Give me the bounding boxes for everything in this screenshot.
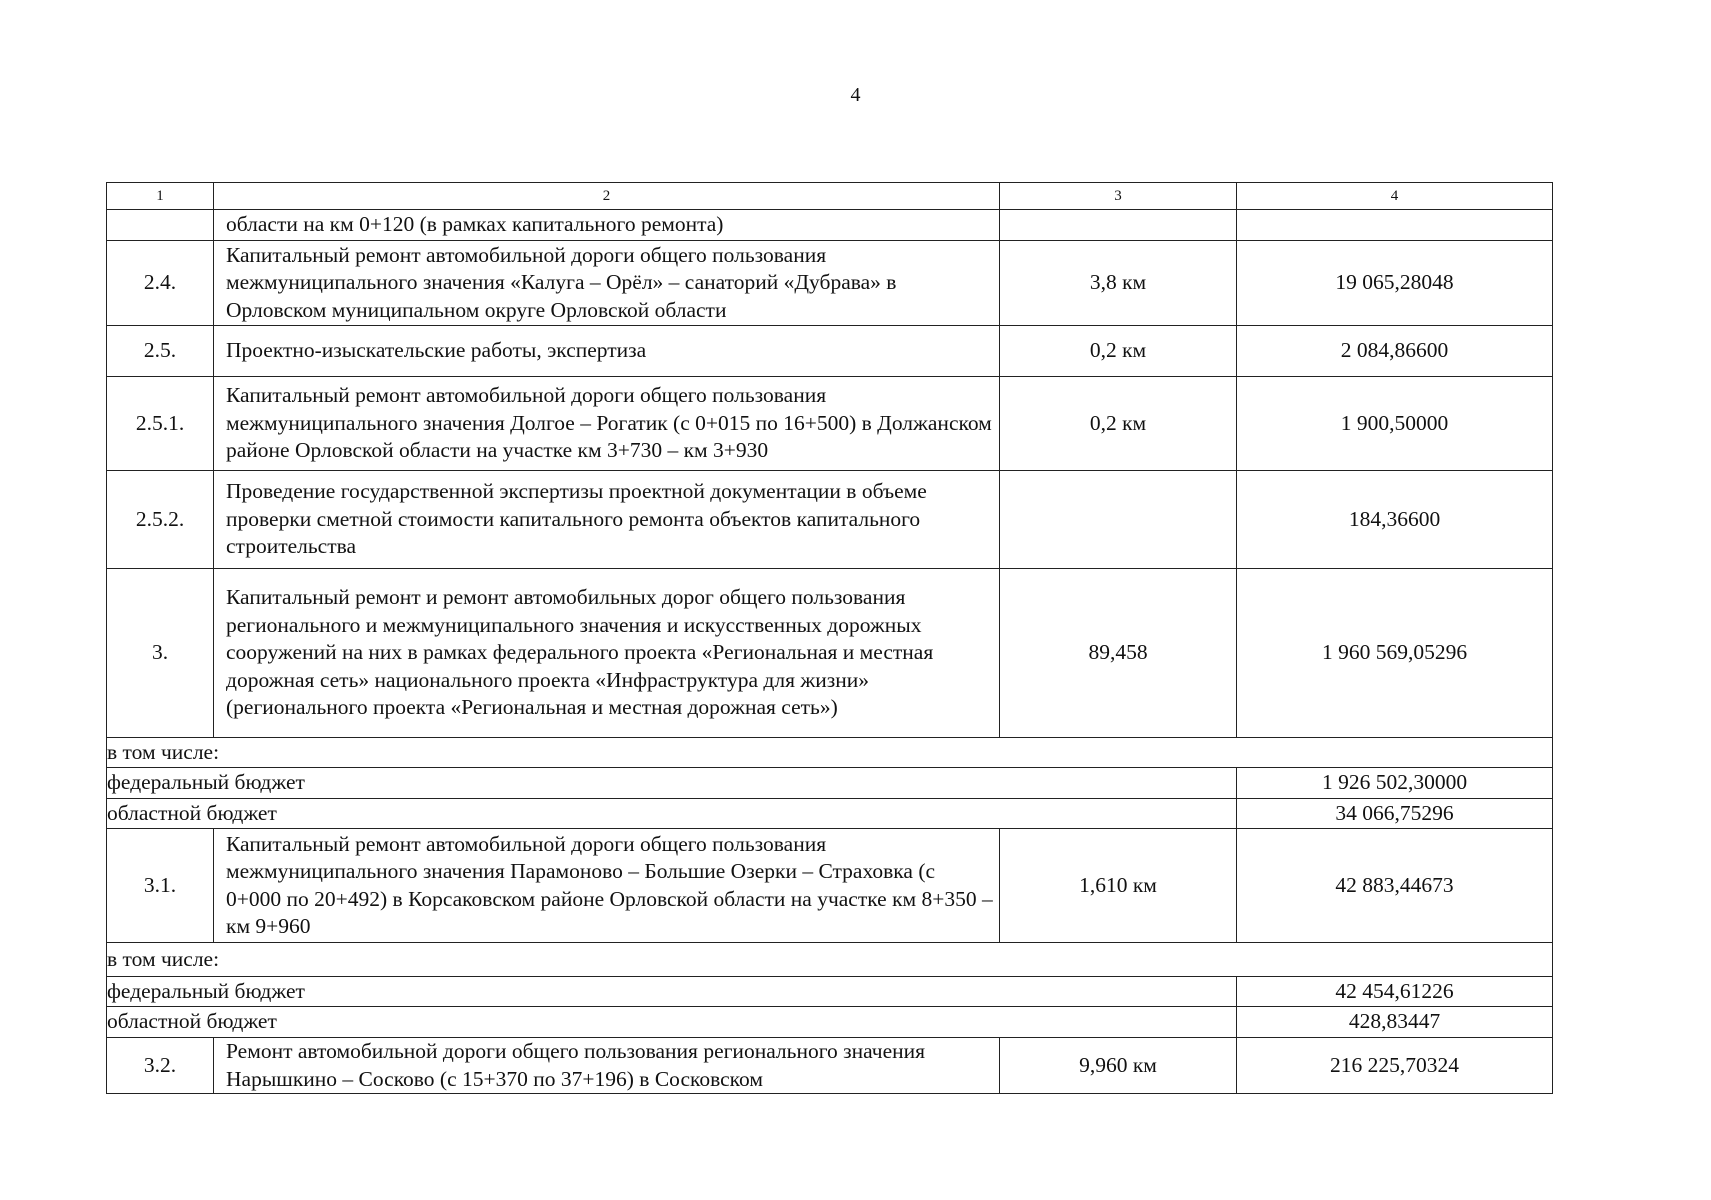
header-col-3: 3 [1000,183,1237,210]
row-amount: 19 065,28048 [1237,241,1553,326]
regional-budget-amount: 34 066,75296 [1237,799,1553,829]
regional-budget-label: областной бюджет [107,1007,1237,1038]
row-length [1000,210,1237,241]
row-amount [1237,210,1553,241]
row-number: 2.4. [107,241,214,326]
table-row [107,471,1553,569]
table-row [107,377,1553,471]
table-row [107,326,1553,377]
row-name: Капитальный ремонт автомобильной дороги общего пользования межмуниципального значения Парамоново – Большие Озерки – Страховка (с 0+000 по 20+492) в Корсаковском районе Орловской области на участке км 8+350 – км 9+960 [214,829,1000,943]
regional-budget-row [107,799,1553,829]
row-amount: 1 960 569,05296 [1237,569,1553,738]
table-row [107,210,1553,241]
regional-budget-row [107,1007,1553,1038]
row-length: 0,2 км [1000,377,1237,471]
row-amount: 184,36600 [1237,471,1553,569]
row-number: 3.2. [107,1038,214,1094]
row-number [107,210,214,241]
regional-budget-amount: 428,83447 [1237,1007,1553,1038]
row-name: Ремонт автомобильной дороги общего пользования регионального значения Нарышкино – Сосково (с 15+370 по 37+196) в Сосковском [214,1038,1000,1094]
row-length: 3,8 км [1000,241,1237,326]
budget-table [106,182,1553,1094]
row-name: Капитальный ремонт автомобильной дороги общего пользования межмуниципального значения Долгое – Рогатик (с 0+015 по 16+500) в Должанском районе Орловской области на участке км 3+730 – км 3+930 [214,377,1000,471]
row-length: 0,2 км [1000,326,1237,377]
regional-budget-label: областной бюджет [107,799,1237,829]
subtotal-row [107,943,1553,977]
federal-budget-amount: 42 454,61226 [1237,977,1553,1007]
row-number: 3.1. [107,829,214,943]
row-amount: 1 900,50000 [1237,377,1553,471]
header-col-1: 1 [107,183,214,210]
header-col-2: 2 [214,183,1000,210]
federal-budget-row [107,977,1553,1007]
federal-budget-row [107,768,1553,799]
row-number: 2.5.1. [107,377,214,471]
row-amount: 2 084,86600 [1237,326,1553,377]
row-amount: 42 883,44673 [1237,829,1553,943]
table-header-row [107,183,1553,210]
including-label: в том числе: [107,738,1553,768]
federal-budget-label: федеральный бюджет [107,768,1237,799]
subtotal-row [107,738,1553,768]
row-number: 2.5. [107,326,214,377]
table-row [107,829,1553,943]
row-name: Капитальный ремонт автомобильной дороги общего пользования межмуниципального значения «Калуга – Орёл» – санаторий «Дубрава» в Орловском муниципальном округе Орловской области [214,241,1000,326]
row-name: Капитальный ремонт и ремонт автомобильных дорог общего пользования регионального и межмуниципального значения и искусственных дорожных сооружений на них в рамках федерального проекта «Региональная и местная дорожная сеть» национального проекта «Инфраструктура для жизни» (регионального проекта «Региональная и местная дорожная сеть») [214,569,1000,738]
row-length [1000,471,1237,569]
including-label: в том числе: [107,943,1553,977]
row-number: 3. [107,569,214,738]
row-name: Проведение государственной экспертизы проектной документации в объеме проверки сметной стоимости капитального ремонта объектов капитального строительства [214,471,1000,569]
table-row [107,569,1553,738]
row-amount: 216 225,70324 [1237,1038,1553,1094]
header-col-4: 4 [1237,183,1553,210]
row-length: 9,960 км [1000,1038,1237,1094]
row-name: области на км 0+120 (в рамках капитального ремонта) [214,210,1000,241]
table-row [107,1038,1553,1094]
row-number: 2.5.2. [107,471,214,569]
federal-budget-amount: 1 926 502,30000 [1237,768,1553,799]
page-number: 4 [850,84,861,106]
table-row [107,241,1553,326]
row-length: 89,458 [1000,569,1237,738]
federal-budget-label: федеральный бюджет [107,977,1237,1007]
row-length: 1,610 км [1000,829,1237,943]
row-name: Проектно-изыскательские работы, экспертиза [214,326,1000,377]
